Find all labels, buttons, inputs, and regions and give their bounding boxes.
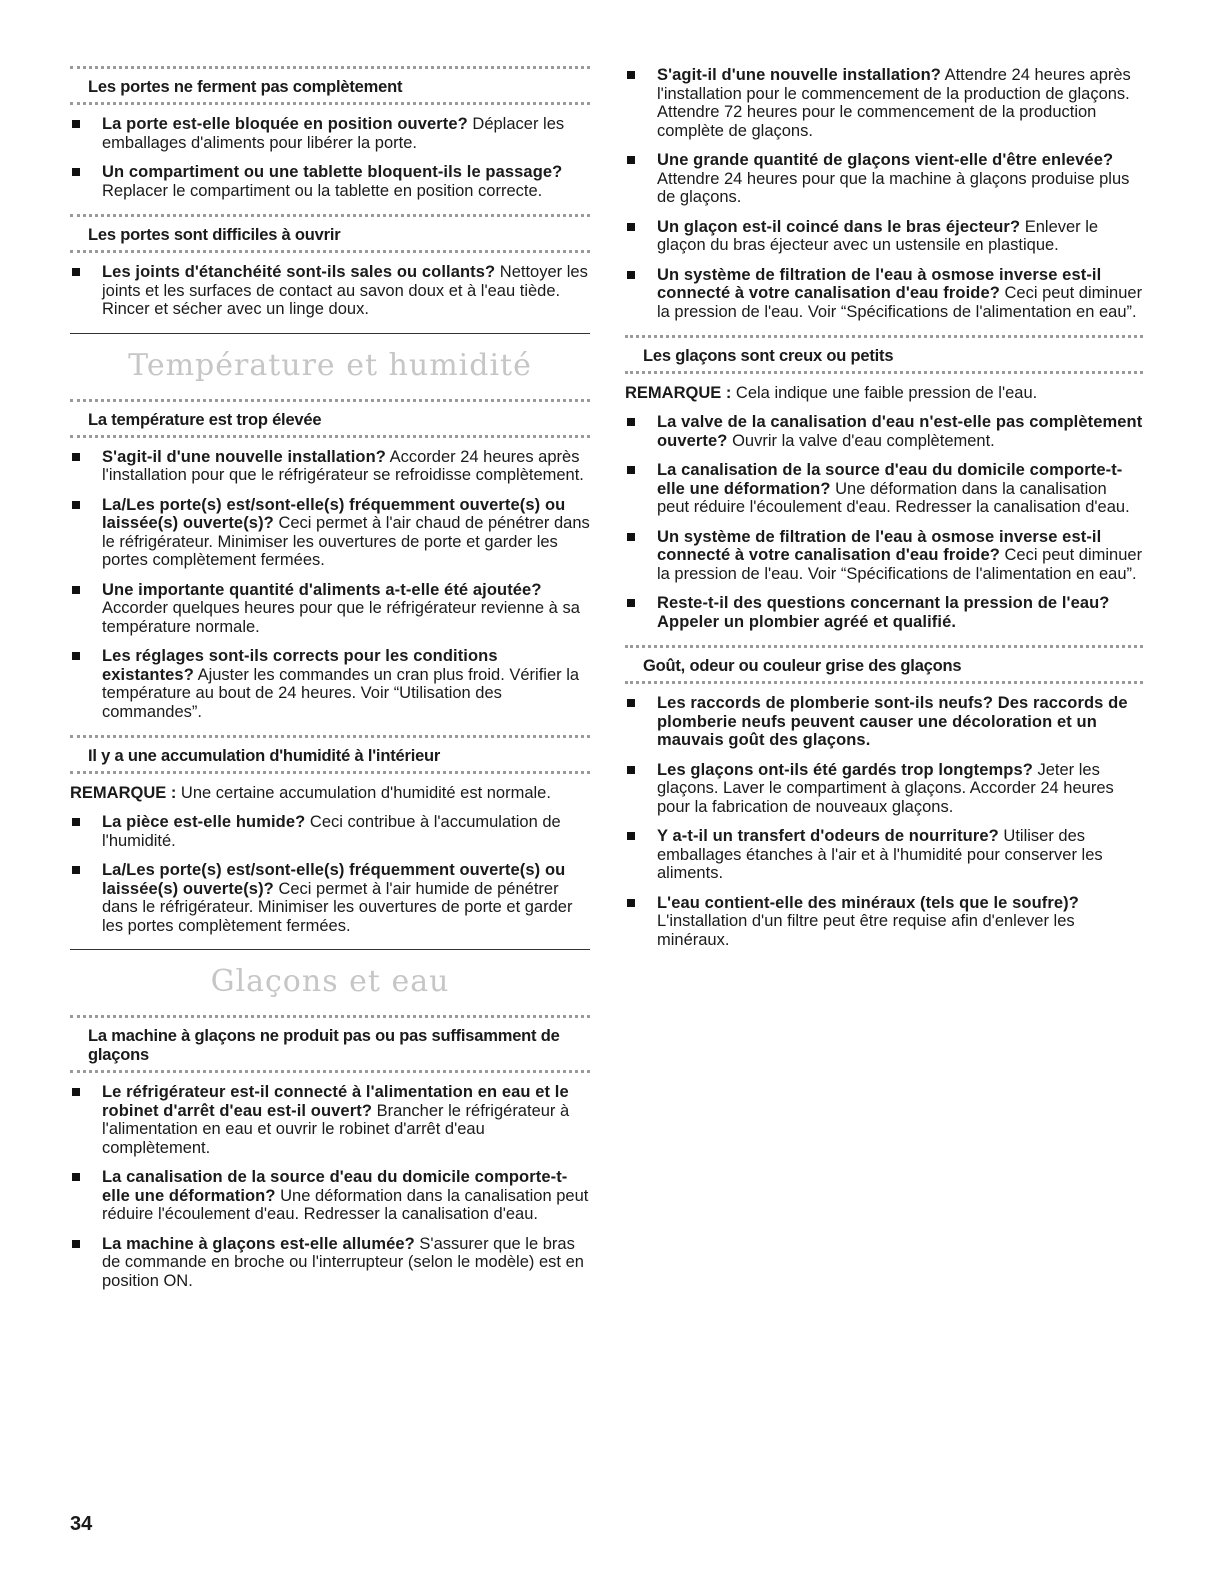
note-label: REMARQUE : (625, 384, 732, 402)
subsection-heading: Les glaçons sont creux ou petits (625, 335, 1143, 374)
answer-text: Ceci contribue à l'accumulation de l'humidité. (102, 813, 561, 850)
bullet-icon (627, 599, 635, 607)
question-text: Un compartiment ou une tablette bloquent-ils le passage? (102, 163, 563, 181)
bullet-icon (72, 120, 80, 128)
list-item (70, 813, 590, 850)
answer-text: S'assurer que le bras de commande en broche ou l'interrupteur (selon le modèle) est en position ON. (102, 1234, 584, 1290)
answer-text: Ceci peut diminuer la pression de l'eau. Voir “Spécifications de l'alimentation en eau”. (657, 546, 1143, 583)
question-text: Y a-t-il un transfert d'odeurs de nourriture? (657, 827, 999, 845)
list-item (70, 1168, 590, 1224)
note (70, 784, 590, 803)
answer-text: Une déformation dans la canalisation peut réduire l'écoulement d'eau. Redresser la canalisation d'eau. (657, 479, 1130, 516)
bullet-icon (627, 418, 635, 426)
bullet-list (70, 813, 590, 935)
answer-text: Utiliser des emballages étanches à l'air et à l'humidité pour conserver les aliments. (657, 827, 1103, 882)
list-item (625, 827, 1143, 883)
list-item (625, 594, 1143, 631)
question-text: Un système de filtration de l'eau à osmose inverse est-il connecté à votre canalisation d'eau froide? (657, 265, 1102, 302)
subsection-heading: La machine à glaçons ne produit pas ou pas suffisamment de glaçons (70, 1015, 590, 1073)
question-text: La porte est-elle bloquée en position ouverte? (102, 115, 468, 133)
list-item (625, 528, 1143, 584)
note (625, 384, 1143, 403)
question-text: Les réglages sont-ils corrects pour les conditions existantes? (102, 647, 498, 684)
right-column (625, 66, 1143, 963)
list-item (625, 266, 1143, 322)
question-text: Un glaçon est-il coincé dans le bras éjecteur? (657, 217, 1021, 236)
bullet-icon (627, 766, 635, 774)
bullet-icon (627, 533, 635, 541)
question-text: Reste-t-il des questions concernant la pression de l'eau? Appeler un plombier agréé et qualifié. (657, 594, 1110, 631)
question-text: Les raccords de plomberie sont-ils neufs? Des raccords de plomberie neufs peuvent causer une décoloration et un mauvais goût des glaçons. (657, 694, 1128, 749)
bullet-icon (627, 832, 635, 840)
answer-text: Ajuster les commandes un cran plus froid. Vérifier la température au bout de 24 heures. Voir “Utilisation des commandes”. (102, 665, 580, 721)
question-text: La machine à glaçons est-elle allumée? (102, 1234, 415, 1253)
subsection-heading: Goût, odeur ou couleur grise des glaçons (625, 645, 1143, 684)
question-text: Une importante quantité d'aliments a-t-elle été ajoutée? (102, 580, 542, 599)
answer-text: Ouvrir la valve d'eau complètement. (727, 431, 995, 450)
answer-text: Attendre 24 heures après l'installation pour le commencement de la production de glaçons. Attendre 72 heures pour le commencement de la production complète de glaçons. (657, 66, 1131, 140)
question-text: Un système de filtration de l'eau à osmose inverse est-il connecté à votre canalisation d'eau froide? (657, 527, 1102, 564)
subsection-heading: Il y a une accumulation d'humidité à l'intérieur (70, 735, 590, 774)
answer-text: Déplacer les emballages d'aliments pour libérer la porte. (102, 115, 565, 152)
answer-text: Accorder 24 heures après l'installation pour que le réfrigérateur se refroidisse complètement. (102, 447, 584, 484)
list-item (70, 263, 590, 319)
answer-text: Ceci peut diminuer la pression de l'eau. Voir “Spécifications de l'alimentation en eau”. (657, 284, 1143, 321)
question-text: Les glaçons ont-ils été gardés trop longtemps? (657, 760, 1033, 779)
question-text: La/Les porte(s) est/sont-elle(s) fréquemment ouverte(s) ou laissée(s) ouverte(s)? (102, 861, 566, 898)
subsection-heading: Les portes sont difficiles à ouvrir (70, 214, 590, 253)
list-item (625, 761, 1143, 817)
question-text: Une grande quantité de glaçons vient-elle d'être enlevée? (657, 151, 1114, 169)
bullet-list (70, 448, 590, 722)
question-text: S'agit-il d'une nouvelle installation? (657, 66, 941, 84)
bullet-icon (72, 866, 80, 874)
bullet-list (70, 1083, 590, 1290)
subsection-heading: La température est trop élevée (70, 399, 590, 438)
bullet-icon (627, 699, 635, 707)
answer-text: Replacer le compartiment ou la tablette en position correcte. (102, 181, 543, 200)
bullet-icon (72, 818, 80, 826)
bullet-icon (72, 1088, 80, 1096)
bullet-icon (627, 899, 635, 907)
list-item (625, 151, 1143, 207)
list-item (70, 1083, 590, 1157)
question-text: La canalisation de la source d'eau du domicile comporte-t-elle une déformation? (657, 461, 1123, 498)
question-text: Les joints d'étanchéité sont-ils sales ou collants? (102, 263, 496, 281)
question-text: La/Les porte(s) est/sont-elle(s) fréquemment ouverte(s) ou laissée(s) ouverte(s)? (102, 495, 566, 532)
section-banner: Température et humidité (70, 333, 590, 383)
list-item (70, 1235, 590, 1291)
bullet-icon (627, 271, 635, 279)
note-text: Cela indique une faible pression de l'eau. (731, 384, 1038, 402)
list-item (625, 66, 1143, 140)
answer-text: Jeter les glaçons. Laver le compartiment à glaçons. Accorder 24 heures pour la fabrication de nouveaux glaçons. (657, 760, 1114, 816)
answer-text: Attendre 24 heures pour que la machine à glaçons produise plus de glaçons. (657, 169, 1130, 206)
bullet-icon (627, 156, 635, 164)
list-item (625, 413, 1143, 450)
note-text: Une certaine accumulation d'humidité est normale. (176, 784, 551, 802)
question-text: La valve de la canalisation d'eau n'est-elle pas complètement ouverte? (657, 413, 1143, 450)
answer-text: Accorder quelques heures pour que le réfrigérateur revienne à sa température normale. (102, 599, 580, 636)
question-text: Le réfrigérateur est-il connecté à l'alimentation en eau et le robinet d'arrêt d'eau est-il ouvert? (102, 1083, 569, 1120)
subsection-heading: Les portes ne ferment pas complètement (70, 66, 590, 105)
bullet-list (70, 263, 590, 319)
list-item (70, 163, 590, 200)
list-item (625, 461, 1143, 517)
bullet-list (625, 413, 1143, 631)
list-item (70, 581, 590, 637)
answer-text: Nettoyer les joints et les surfaces de contact au savon doux et à l'eau tiède. Rincer et sécher avec un linge doux. (102, 263, 588, 318)
bullet-icon (627, 71, 635, 79)
bullet-icon (72, 501, 80, 509)
list-item (625, 894, 1143, 950)
question-text: La canalisation de la source d'eau du domicile comporte-t-elle une déformation? (102, 1168, 568, 1205)
list-item (625, 218, 1143, 255)
left-column (70, 66, 590, 1304)
answer-text: Ceci permet à l'air humide de pénétrer dans le réfrigérateur. Minimiser les ouvertures de porte et garder les portes complètement fermées. (102, 879, 573, 935)
question-text: S'agit-il d'une nouvelle installation? (102, 447, 386, 466)
answer-text: L'installation d'un filtre peut être requise afin d'enlever les minéraux. (657, 912, 1075, 949)
bullet-list (625, 66, 1143, 321)
bullet-icon (72, 168, 80, 176)
list-item (70, 647, 590, 721)
note-label: REMARQUE : (70, 784, 177, 802)
list-item (625, 694, 1143, 750)
bullet-list (625, 694, 1143, 949)
list-item (70, 448, 590, 485)
question-text: La pièce est-elle humide? (102, 813, 306, 831)
list-item (70, 861, 590, 935)
bullet-icon (72, 453, 80, 461)
page-number: 34 (70, 1513, 93, 1535)
bullet-icon (72, 1240, 80, 1248)
bullet-icon (72, 268, 80, 276)
section-banner: Glaçons et eau (70, 949, 590, 999)
bullet-icon (72, 586, 80, 594)
bullet-icon (72, 652, 80, 660)
list-item (70, 115, 590, 152)
answer-text: Enlever le glaçon du bras éjecteur avec un ustensile en plastique. (657, 217, 1099, 254)
question-text: L'eau contient-elle des minéraux (tels que le soufre)? (657, 893, 1079, 912)
answer-text: Une déformation dans la canalisation peut réduire l'écoulement d'eau. Redresser la canalisation d'eau. (102, 1186, 589, 1223)
answer-text: Ceci permet à l'air chaud de pénétrer dans le réfrigérateur. Minimiser les ouvertures de porte et garder les portes complètement fermées. (102, 514, 590, 569)
list-item (70, 496, 590, 570)
bullet-list (70, 115, 590, 200)
bullet-icon (627, 466, 635, 474)
bullet-icon (72, 1173, 80, 1181)
bullet-icon (627, 223, 635, 231)
answer-text: Brancher le réfrigérateur à l'alimentation en eau et ouvrir le robinet d'arrêt d'eau complètement. (102, 1101, 570, 1157)
